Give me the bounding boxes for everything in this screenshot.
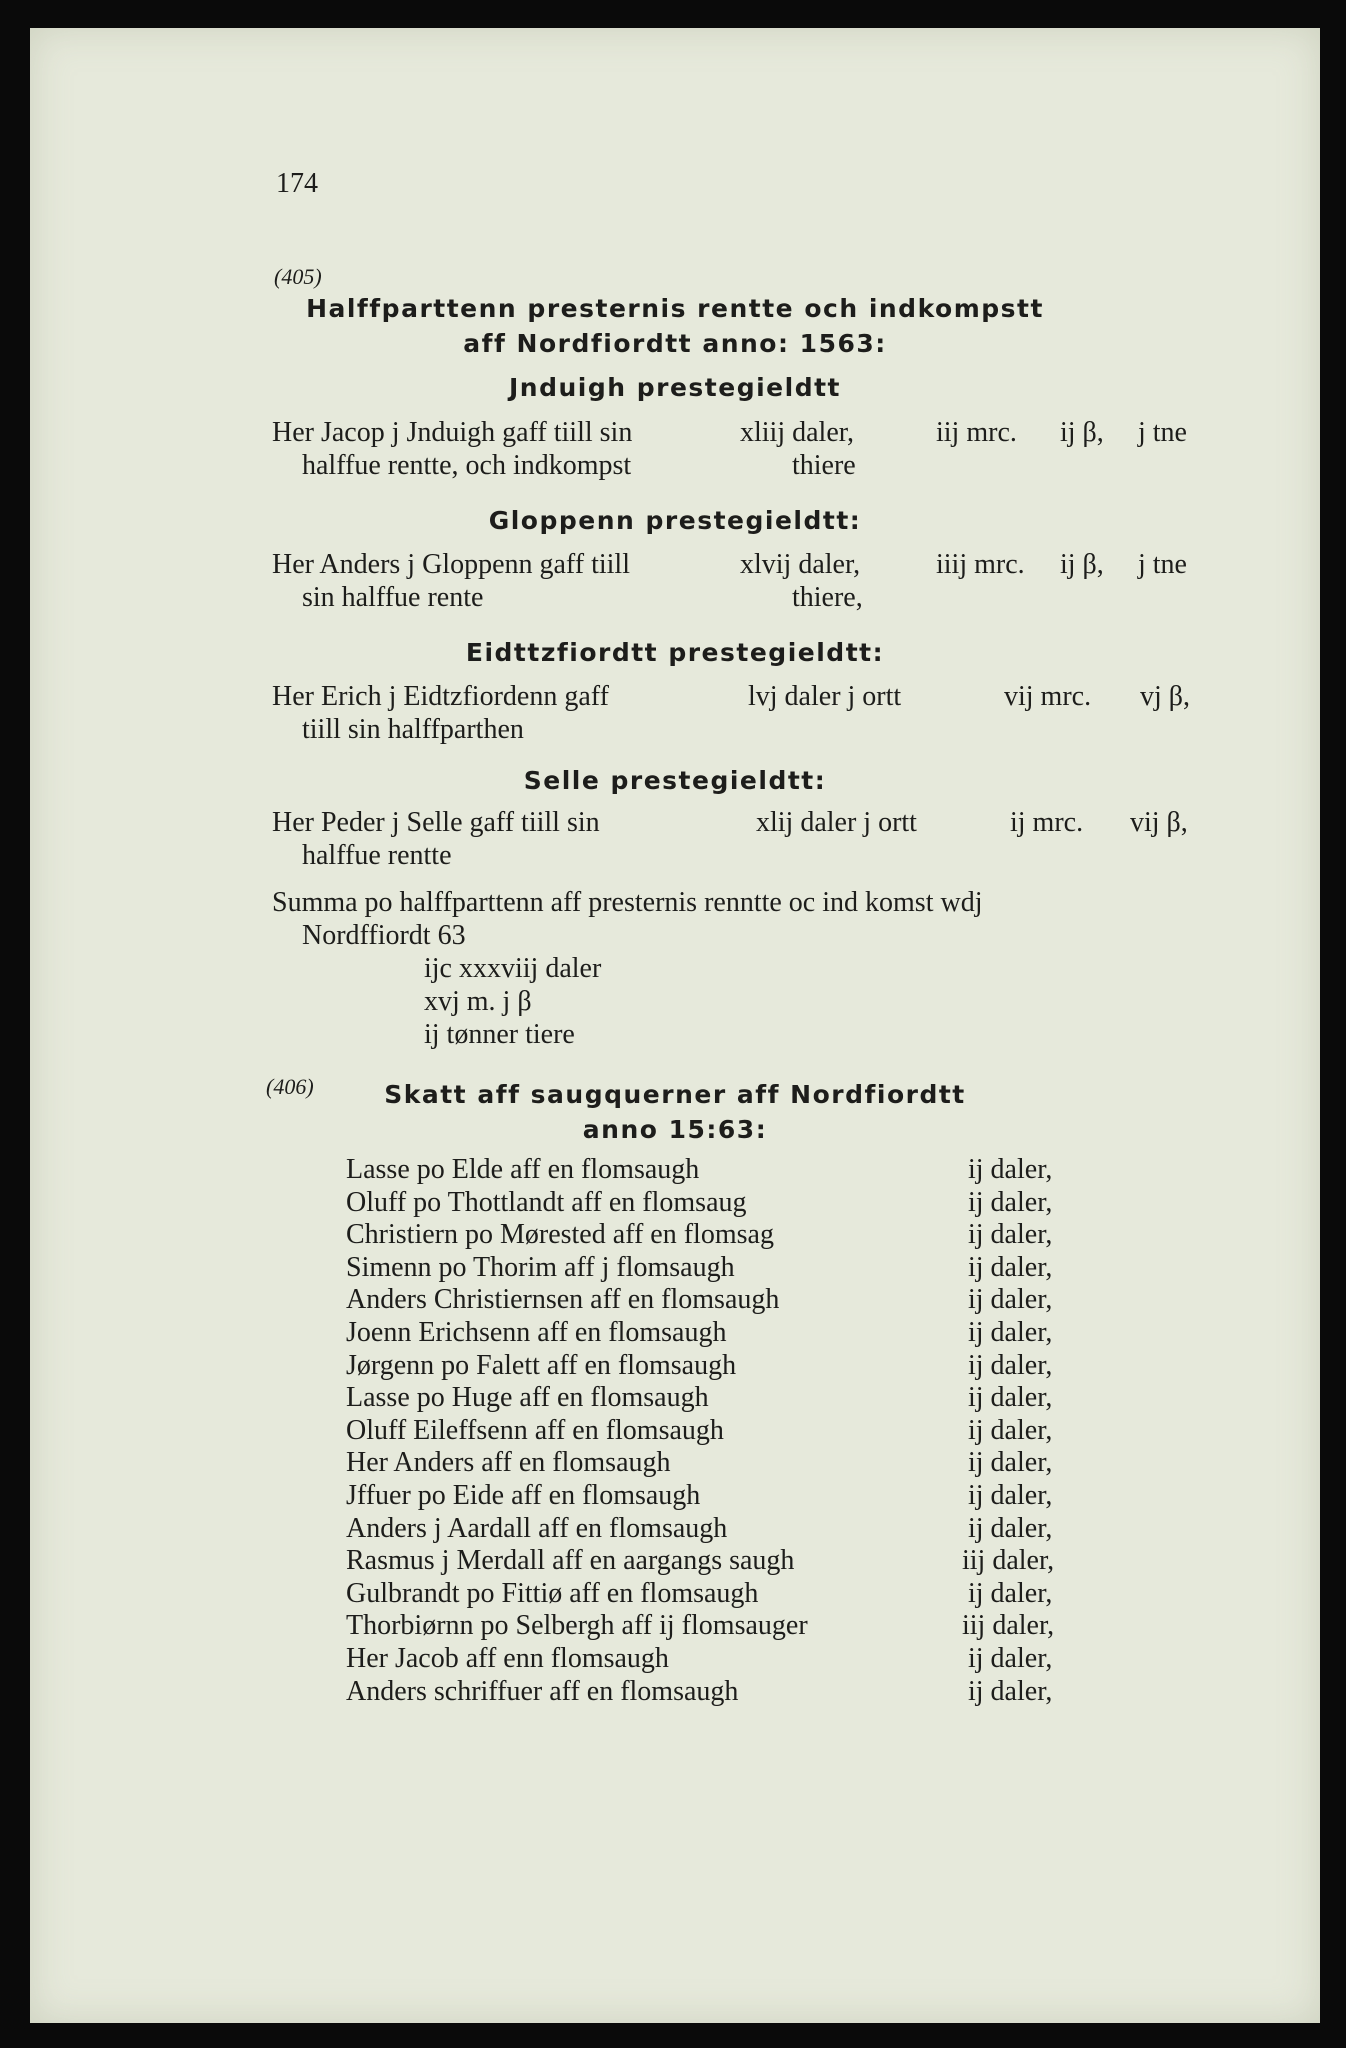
saw-row-amount: ij daler,: [968, 1480, 1053, 1511]
summa-total-daler: ijc xxxviij daler: [424, 953, 602, 984]
saw-row-name: Oluff Eileffsenn aff en flomsaugh: [346, 1414, 724, 1446]
entry-text-line1: Her Peder j Selle gaff tiill sin: [272, 807, 600, 838]
entry-text-line1: Her Anders j Gloppenn gaff tiill: [272, 549, 630, 580]
saw-row-amount: ij daler,: [968, 1675, 1053, 1707]
saw-row-amount: ij daler,: [968, 1186, 1053, 1218]
saw-row-amount: ij daler,: [968, 1512, 1053, 1544]
saw-row-name: Lasse po Elde aff en flomsaugh: [346, 1154, 700, 1185]
entry-amount-sub: thiere,: [792, 582, 863, 613]
summa-total-tonner: ij tønner tiere: [424, 1019, 575, 1050]
saw-row-amount: ij daler,: [968, 1577, 1053, 1609]
entry-amount-tonne: j tne: [1138, 549, 1187, 580]
entry-amount-daler: lvj daler j ortt: [748, 681, 902, 712]
saw-row-amount: ij daler,: [968, 1219, 1053, 1251]
saw-row-name: Simenn po Thorim aff j flomsaugh: [346, 1251, 735, 1283]
section-title-line1: Skatt aff saugquerner aff Nordfiordtt: [384, 1080, 966, 1109]
saw-row-name: Rasmus j Merdall aff en aargangs saugh: [346, 1545, 795, 1577]
entry-amount-daler: xlvij daler,: [740, 549, 861, 580]
saw-row-name: Gulbrandt po Fittiø aff en flomsaugh: [346, 1577, 759, 1609]
saw-row-name: Joenn Erichsenn aff en flomsaugh: [346, 1317, 727, 1348]
entry-heading: Selle prestegieldtt:: [523, 766, 827, 795]
entry-amount-daler: xliij daler,: [740, 417, 854, 448]
section-title-line2: aff Nordfiordtt anno: 1563:: [463, 329, 887, 358]
saw-row-name: Thorbiørnn po Selbergh aff ij flomsauger: [346, 1610, 808, 1642]
document-page: [30, 28, 1320, 2023]
entry-text-line2: tiill sin halffparthen: [302, 714, 524, 745]
entry-text-line2: sin halffue rente: [302, 582, 484, 613]
saw-row-name: Lasse po Huge aff en flomsaugh: [346, 1382, 709, 1414]
saw-row-name: Her Jacob aff enn flomsaugh: [346, 1643, 669, 1674]
saw-row-name: Jffuer po Eide aff en flomsaugh: [346, 1480, 701, 1511]
entry-heading: Gloppenn prestegieldtt:: [488, 506, 862, 535]
saw-row-amount: ij daler,: [968, 1251, 1053, 1283]
entry-heading: Jnduigh prestegieldtt: [508, 373, 841, 402]
entry-amount-mrc: ij mrc.: [1010, 807, 1084, 838]
entry-amount-mrc: vij mrc.: [1004, 681, 1092, 712]
section-number-405: (405): [274, 264, 322, 289]
saw-row-amount: ij daler,: [968, 1154, 1053, 1185]
summa-line1: Summa po halffparttenn aff presternis renntte oc ind komst wdj: [272, 887, 983, 918]
entry-amount-skilling: ij β,: [1060, 417, 1104, 448]
saw-row-amount: iij daler,: [962, 1545, 1055, 1577]
saw-row-amount: ij daler,: [968, 1382, 1053, 1414]
saw-row-amount: iij daler,: [962, 1610, 1055, 1642]
entry-amount-mrc: iiij mrc.: [936, 549, 1025, 580]
saw-row-name: Anders Christiernsen aff en flomsaugh: [346, 1284, 780, 1316]
entry-text-line1: Her Erich j Eidtzfiordenn gaff: [272, 681, 609, 712]
saw-row-amount: ij daler,: [968, 1643, 1053, 1674]
saw-row-amount: ij daler,: [968, 1447, 1053, 1479]
saw-row-name: Oluff po Thottlandt aff en flomsaug: [346, 1186, 747, 1218]
entry-amount-tonne: j tne: [1138, 417, 1187, 448]
saw-row-name: Jørgenn po Falett aff en flomsaugh: [346, 1349, 737, 1381]
entry-amount-skilling: ij β,: [1060, 549, 1104, 580]
saw-row-amount: ij daler,: [968, 1414, 1053, 1446]
section-number-406: (406): [266, 1074, 314, 1099]
saw-row-amount: ij daler,: [968, 1284, 1053, 1316]
entry-text-line2: halffue rentte: [302, 840, 452, 871]
entry-amount-skilling: vj β,: [1140, 681, 1191, 712]
saw-row-name: Anders schriffuer aff en flomsaugh: [346, 1675, 739, 1707]
section-title-line1: Halffparttenn presternis rentte och indkompstt: [306, 294, 1044, 323]
summa-total-marks: xvj m. j β: [424, 986, 532, 1017]
saw-row-name: Anders j Aardall aff en flomsaugh: [346, 1512, 728, 1544]
saw-row-name: Her Anders aff en flomsaugh: [346, 1447, 671, 1479]
summa-line2: Nordffiordt 63: [302, 920, 466, 951]
saw-row-amount: ij daler,: [968, 1317, 1053, 1348]
entry-amount-daler: xlij daler j ortt: [756, 807, 917, 838]
entry-amount-sub: thiere: [792, 450, 856, 481]
section-title-line2: anno 15:63:: [582, 1115, 768, 1144]
entry-amount-mrc: iij mrc.: [936, 417, 1017, 448]
saw-row-name: Christiern po Mørested aff en flomsag: [346, 1219, 774, 1251]
entry-text-line1: Her Jacop j Jnduigh gaff tiill sin: [272, 417, 633, 448]
page-number: 174: [276, 168, 318, 199]
entry-text-line2: halffue rentte, och indkompst: [302, 450, 632, 481]
entry-amount-skilling: vij β,: [1130, 807, 1188, 838]
saw-row-amount: ij daler,: [968, 1349, 1053, 1381]
entry-heading: Eidttzfiordtt prestegieldtt:: [465, 638, 885, 667]
